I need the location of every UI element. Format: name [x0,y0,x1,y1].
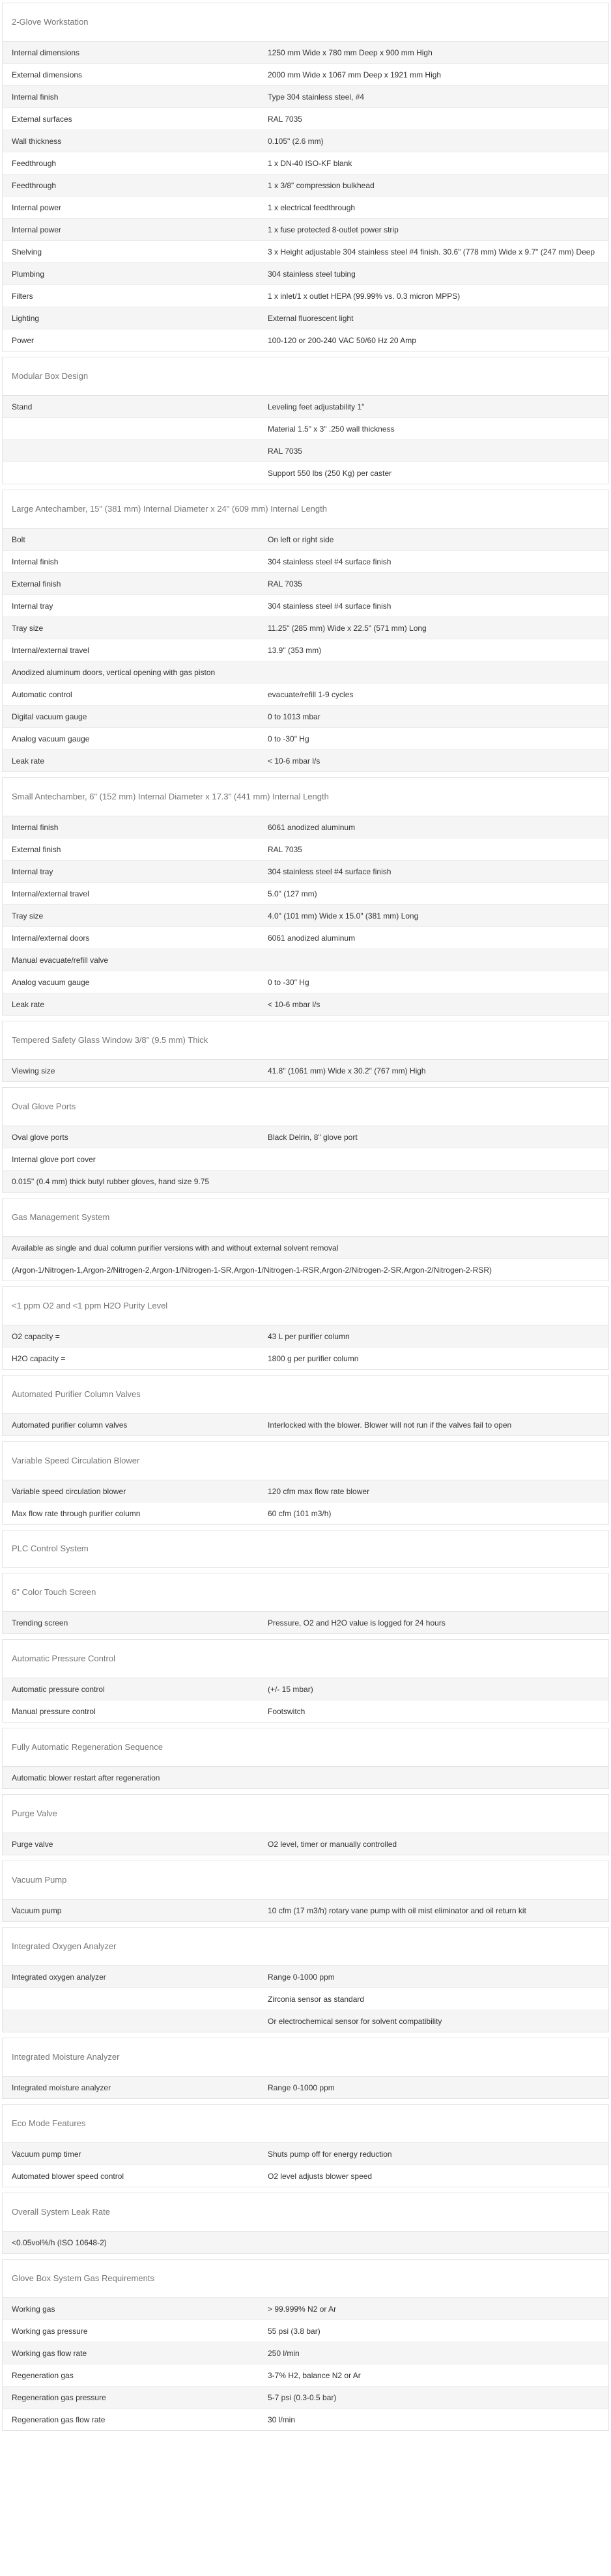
spec-label: 0.015" (0.4 mm) thick butyl rubber gloves, hand size 9.75 [12,1176,210,1186]
spec-section [2,357,609,484]
spec-label: External surfaces [12,114,72,124]
spec-label: Wall thickness [12,136,62,146]
spec-section [2,1639,609,1723]
spec-row [3,1900,608,1921]
spec-value: < 10-6 mbar l/s [268,756,320,766]
spec-row [3,1126,608,1148]
spec-section [2,1021,609,1082]
spec-value: O2 level, timer or manually controlled [268,1839,397,1849]
spec-label: Feedthrough [12,158,57,168]
spec-table [3,816,608,1015]
spec-label: Max flow rate through purifier column [12,1508,141,1518]
spec-row [3,904,608,926]
spec-value: RAL 7035 [268,446,302,456]
spec-label: Internal finish [12,557,59,566]
spec-table [3,1414,608,1435]
spec-row [3,2320,608,2342]
spec-label: Tray size [12,911,44,921]
spec-row [3,2165,608,2187]
spec-row [3,85,608,107]
spec-value [261,1154,608,1165]
spec-label [3,1994,261,2004]
spec-row [3,882,608,904]
spec-label: Available as single and dual column purifier versions with and without external solvent removal [12,1243,339,1253]
spec-value: 5.0" (127 mm) [268,889,317,898]
spec-label: Trending screen [12,1618,68,1627]
spec-label: Viewing size [12,1066,55,1075]
spec-label: Internal/external doors [12,933,90,943]
spec-row [3,307,608,329]
spec-value: 11.25" (285 mm) Wide x 22.5" (571 mm) Long [268,623,427,633]
spec-row [3,462,608,484]
spec-row [3,1414,608,1435]
spec-label: Internal finish [12,822,59,832]
spec-value: Black Delrin, 8" glove port [268,1132,358,1142]
spec-value: 1 x fuse protected 8-outlet power strip [268,225,399,234]
spec-label: Automatic pressure control [12,1684,105,1694]
spec-section [2,1375,609,1436]
spec-row [3,594,608,616]
spec-row [3,749,608,771]
spec-value: Range 0-1000 ppm [268,2083,335,2092]
spec-label: Vacuum pump timer [12,2149,81,2159]
spec-value: Pressure, O2 and H2O value is logged for 24 hours [268,1618,446,1627]
spec-row [3,639,608,661]
spec-table [3,1612,608,1633]
spec-label: External finish [12,844,61,854]
spec-section [2,1286,609,1370]
spec-label [3,468,261,478]
spec-value: Zirconia sensor as standard [268,1994,365,2004]
spec-label: Leak rate [12,999,45,1009]
spec-row [3,63,608,85]
spec-row [3,1502,608,1524]
spec-section [2,3,609,352]
spec-label: Integrated oxygen analyzer [12,1972,106,1982]
spec-value: RAL 7035 [268,114,302,124]
spec-row [3,396,608,417]
section-title: Overall System Leak Rate [3,2193,608,2232]
spec-label: Stand [12,402,33,411]
spec-row [3,174,608,196]
spec-value: < 10-6 mbar l/s [268,999,320,1009]
spec-row [3,683,608,705]
spec-label: Bolt [12,534,25,544]
spec-label: Manual pressure control [12,1706,96,1716]
spec-section [2,2104,609,2187]
spec-label: External dimensions [12,70,83,79]
section-title: 6" Color Touch Screen [3,1573,608,1612]
spec-value: 0 to -30" Hg [268,734,309,743]
spec-table [3,1126,608,1192]
spec-value: 1 x 3/8" compression bulkhead [268,180,375,190]
spec-value: 0 to 1013 mbar [268,712,320,721]
spec-value: 0.105" (2.6 mm) [268,136,324,146]
spec-table [3,1325,608,1369]
spec-row [3,1325,608,1347]
spec-row [3,2364,608,2386]
spec-table [3,42,608,351]
spec-row [3,42,608,63]
spec-label: Working gas [12,2304,55,2314]
spec-row [3,417,608,439]
spec-table [3,2298,608,2430]
spec-value: 1 x inlet/1 x outlet HEPA (99.99% vs. 0.3 micron MPPS) [268,291,461,301]
spec-value: External fluorescent light [268,313,354,323]
spec-table [3,2232,608,2253]
spec-value: 6061 anodized aluminum [268,933,356,943]
spec-value: 304 stainless steel #4 surface finish [268,557,391,566]
spec-value: 41.8" (1061 mm) Wide x 30.2" (767 mm) High [268,1066,426,1075]
spec-row [3,2077,608,2098]
spec-section [2,1728,609,1789]
spec-row [3,993,608,1015]
spec-label: Purge valve [12,1839,53,1849]
spec-label: Analog vacuum gauge [12,977,90,987]
spec-section [2,1794,609,1855]
spec-value: 13.9" (353 mm) [268,645,322,655]
section-title: Integrated Moisture Analyzer [3,2038,608,2077]
spec-label: Automatic control [12,689,72,699]
spec-label: Regeneration gas flow rate [12,2415,106,2424]
spec-label: Internal/external travel [12,645,89,655]
spec-label: Analog vacuum gauge [12,734,90,743]
spec-row [3,705,608,727]
spec-label: Internal tray [12,601,53,611]
spec-row [3,1833,608,1855]
spec-section [2,1530,609,1568]
spec-row [3,550,608,572]
section-title: Eco Mode Features [3,2105,608,2143]
section-title: Integrated Oxygen Analyzer [3,1928,608,1966]
spec-value: 304 stainless steel tubing [268,269,356,279]
spec-value: 1 x DN-40 ISO-KF blank [268,158,352,168]
spec-label: Integrated moisture analyzer [12,2083,111,2092]
spec-section [2,777,609,1016]
spec-label: Plumbing [12,269,45,279]
spec-label: Tray size [12,623,44,633]
spec-label: Oval glove ports [12,1132,68,1142]
spec-value: Type 304 stainless steel, #4 [268,92,365,102]
spec-label: Internal power [12,202,62,212]
spec-value: 304 stainless steel #4 surface finish [268,601,391,611]
spec-section [2,2259,609,2431]
spec-row [3,1237,608,1258]
spec-label: Feedthrough [12,180,57,190]
spec-label: Working gas pressure [12,2326,88,2336]
spec-row [3,2298,608,2320]
spec-value: > 99.999% N2 or Ar [268,2304,337,2314]
spec-label: Internal dimensions [12,48,80,57]
spec-row [3,1347,608,1369]
spec-table [3,1767,608,1788]
section-title: Vacuum Pump [3,1861,608,1900]
spec-table [3,2077,608,2098]
spec-row [3,1678,608,1700]
spec-value: evacuate/refill 1-9 cycles [268,689,354,699]
spec-section [2,490,609,772]
spec-row [3,926,608,949]
spec-row [3,1966,608,1987]
spec-table [3,1966,608,2032]
spec-label: Shelving [12,247,42,256]
spec-label: <0.05vol%/h (ISO 10648-2) [12,2237,107,2247]
spec-value: Interlocked with the blower. Blower will not run if the valves fail to open [268,1420,512,1430]
section-title: <1 ppm O2 and <1 ppm H2O Purity Level [3,1287,608,1325]
spec-section [2,1573,609,1634]
spec-row [3,2342,608,2364]
spec-row [3,1170,608,1192]
spec-row [3,971,608,993]
spec-row [3,196,608,218]
spec-value: Or electrochemical sensor for solvent compatibility [268,2016,442,2026]
spec-value: 55 psi (3.8 bar) [268,2326,320,2336]
spec-label: Variable speed circulation blower [12,1486,126,1496]
spec-row [3,1612,608,1633]
spec-value: 3-7% H2, balance N2 or Ar [268,2370,361,2380]
spec-label: Manual evacuate/refill valve [12,955,109,965]
spec-label: Regeneration gas pressure [12,2392,106,2402]
spec-label: Automated blower speed control [12,2171,124,2181]
section-title: Automatic Pressure Control [3,1640,608,1678]
spec-label: Internal power [12,225,62,234]
section-title: Oval Glove Ports [3,1088,608,1126]
spec-row [3,1480,608,1502]
spec-label: Anodized aluminum doors, vertical opening with gas piston [12,667,216,677]
spec-table [3,2143,608,2187]
spec-row [3,218,608,240]
spec-row [3,1258,608,1281]
spec-label: Automated purifier column valves [12,1420,128,1430]
spec-row [3,1767,608,1788]
spec-table [3,1480,608,1524]
spec-section [2,1441,609,1525]
spec-value: Footswitch [268,1706,306,1716]
spec-value: 304 stainless steel #4 surface finish [268,866,391,876]
spec-row [3,107,608,130]
spec-value: Material 1.5" x 3" .250 wall thickness [268,424,395,434]
spec-table [3,1900,608,1921]
spec-value: RAL 7035 [268,844,302,854]
spec-label: Digital vacuum gauge [12,712,87,721]
spec-value: 1 x electrical feedthrough [268,202,356,212]
spec-value: 1250 mm Wide x 780 mm Deep x 900 mm High [268,48,433,57]
spec-value: 3 x Height adjustable 304 stainless steel #4 finish. 30.6" (778 mm) Wide x 9.7" (247 mm) Deep [268,247,595,256]
spec-value: 43 L per purifier column [268,1331,350,1341]
spec-label: Filters [12,291,33,301]
spec-section [2,1861,609,1922]
spec-value: 6061 anodized aluminum [268,822,356,832]
spec-value: 1800 g per purifier column [268,1353,359,1363]
spec-row [3,240,608,262]
spec-row [3,572,608,594]
spec-value: 0 to -30" Hg [268,977,309,987]
spec-label: (Argon-1/Nitrogen-1,Argon-2/Nitrogen-2,Argon-1/Nitrogen-1-SR,Argon-1/Nitrogen-1-RSR,Argon-2/Nitrogen-2-SR,Argon-2/Nitrogen-2-RSR) [12,1265,492,1275]
spec-row [3,661,608,683]
section-title: Modular Box Design [3,357,608,396]
spec-value: Leveling feet adjustability 1" [268,402,365,411]
spec-value: 100-120 or 200-240 VAC 50/60 Hz 20 Amp [268,335,416,345]
spec-section [2,1927,609,2032]
section-title: 2-Glove Workstation [3,3,608,42]
spec-value: Shuts pump off for energy reduction [268,2149,392,2159]
spec-value: O2 level adjusts blower speed [268,2171,373,2181]
spec-table [3,1678,608,1722]
spec-value: (+/- 15 mbar) [268,1684,313,1694]
spec-label [3,424,261,434]
spec-label: External finish [12,579,61,589]
spec-row [3,860,608,882]
spec-label: Vacuum pump [12,1905,62,1915]
spec-label: Internal glove port cover [12,1154,96,1164]
spec-value: 250 l/min [268,2348,300,2358]
spec-row [3,529,608,550]
spec-section [2,1087,609,1193]
spec-table [3,1060,608,1081]
spec-row [3,2232,608,2253]
spec-label: Lighting [12,313,40,323]
spec-row [3,1148,608,1170]
spec-row [3,262,608,284]
spec-label: Working gas flow rate [12,2348,87,2358]
section-title: Small Antechamber, 6" (152 mm) Internal Diameter x 17.3" (441 mm) Internal Length [3,778,608,816]
section-title: Purge Valve [3,1795,608,1833]
spec-row [3,2386,608,2408]
spec-value: 10 cfm (17 m3/h) rotary vane pump with oil mist eliminator and oil return kit [268,1905,526,1915]
spec-value: 4.0" (101 mm) Wide x 15.0" (381 mm) Long [268,911,419,921]
section-title: Variable Speed Circulation Blower [3,1442,608,1480]
spec-section [2,2038,609,2099]
spec-label: H2O capacity = [12,1353,66,1363]
section-title: Tempered Safety Glass Window 3/8" (9.5 mm) Thick [3,1021,608,1060]
spec-label: Regeneration gas [12,2370,74,2380]
spec-label [3,446,261,456]
spec-label: Power [12,335,35,345]
spec-value: On left or right side [268,534,334,544]
spec-row [3,816,608,838]
spec-label: Internal/external travel [12,889,89,898]
spec-row [3,130,608,152]
section-title: Large Antechamber, 15" (381 mm) Internal Diameter x 24" (609 mm) Internal Length [3,490,608,529]
spec-table [3,396,608,484]
section-title: Gas Management System [3,1198,608,1237]
spec-value: RAL 7035 [268,579,302,589]
spec-row [3,616,608,639]
section-title: Glove Box System Gas Requirements [3,2260,608,2298]
spec-table [3,1833,608,1855]
spec-value: 2000 mm Wide x 1067 mm Deep x 1921 mm High [268,70,442,79]
spec-value: 120 cfm max flow rate blower [268,1486,370,1496]
spec-table [3,529,608,771]
section-title: Automated Purifier Column Valves [3,1376,608,1414]
spec-label [3,2016,261,2027]
spec-row [3,1060,608,1081]
spec-label: Internal tray [12,866,53,876]
spec-value: Support 550 lbs (250 Kg) per caster [268,468,392,478]
spec-value: 5-7 psi (0.3-0.5 bar) [268,2392,337,2402]
spec-label: Automatic blower restart after regeneration [12,1773,160,1782]
spec-row [3,949,608,971]
spec-value: 60 cfm (101 m3/h) [268,1508,332,1518]
spec-value [261,955,608,965]
section-title: Fully Automatic Regeneration Sequence [3,1728,608,1767]
spec-row [3,152,608,174]
spec-row [3,1700,608,1722]
spec-row [3,2010,608,2032]
spec-value: Range 0-1000 ppm [268,1972,335,1982]
spec-row [3,329,608,351]
spec-row [3,1987,608,2010]
spec-label: Leak rate [12,756,45,766]
spec-value: 30 l/min [268,2415,296,2424]
spec-label: O2 capacity = [12,1331,60,1341]
spec-row [3,439,608,462]
section-title: PLC Control System [3,1530,608,1567]
spec-row [3,2143,608,2165]
spec-row [3,284,608,307]
spec-row [3,838,608,860]
spec-section [2,2193,609,2254]
spec-row [3,2408,608,2430]
spec-row [3,727,608,749]
spec-section [2,1198,609,1281]
spec-label: Internal finish [12,92,59,102]
spec-table [3,1237,608,1281]
